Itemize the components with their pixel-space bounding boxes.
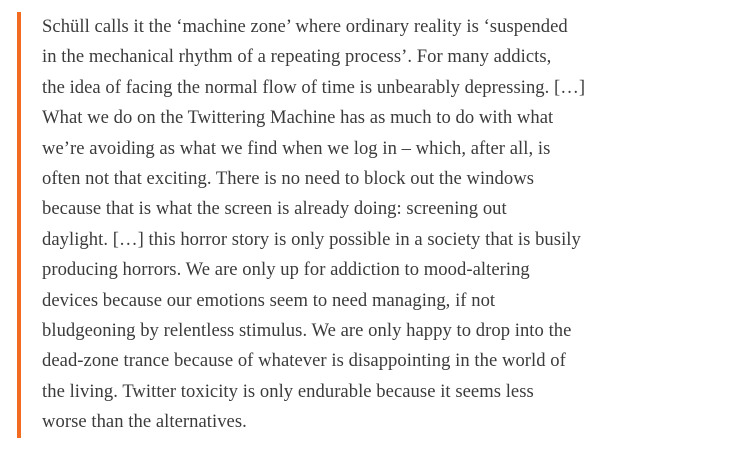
quote-line: in the mechanical rhythm of a repeating process’. For many addicts, (42, 46, 552, 68)
quote-line: What we do on the Twittering Machine has as much to do with what (42, 107, 554, 129)
quote-line: devices because our emotions seem to need managing, if not (42, 289, 496, 311)
quote-text (42, 12, 585, 437)
quote-line: the living. Twitter toxicity is only endurable because it seems less (42, 380, 534, 402)
quote-line: we’re avoiding as what we find when we log in – which, after all, is (42, 137, 551, 159)
blockquote (17, 12, 627, 438)
quote-line: the idea of facing the normal flow of time is unbearably depressing. […] (42, 76, 586, 98)
quote-line: daylight. […] this horror story is only possible in a society that is busily (42, 228, 581, 250)
quote-line: often not that exciting. There is no need to block out the windows (42, 167, 534, 189)
quote-line: bludgeoning by relentless stimulus. We are only happy to drop into the (42, 319, 572, 341)
quote-line: Schüll calls it the ‘machine zone’ where ordinary reality is ‘suspended (42, 16, 568, 37)
quote-line: dead-zone trance because of whatever is disappointing in the world of (42, 350, 566, 372)
quote-line: worse than the alternatives. (42, 411, 247, 433)
quote-line: because that is what the screen is already doing: screening out (42, 198, 507, 220)
quote-line: producing horrors. We are only up for addiction to mood-altering (42, 259, 530, 281)
